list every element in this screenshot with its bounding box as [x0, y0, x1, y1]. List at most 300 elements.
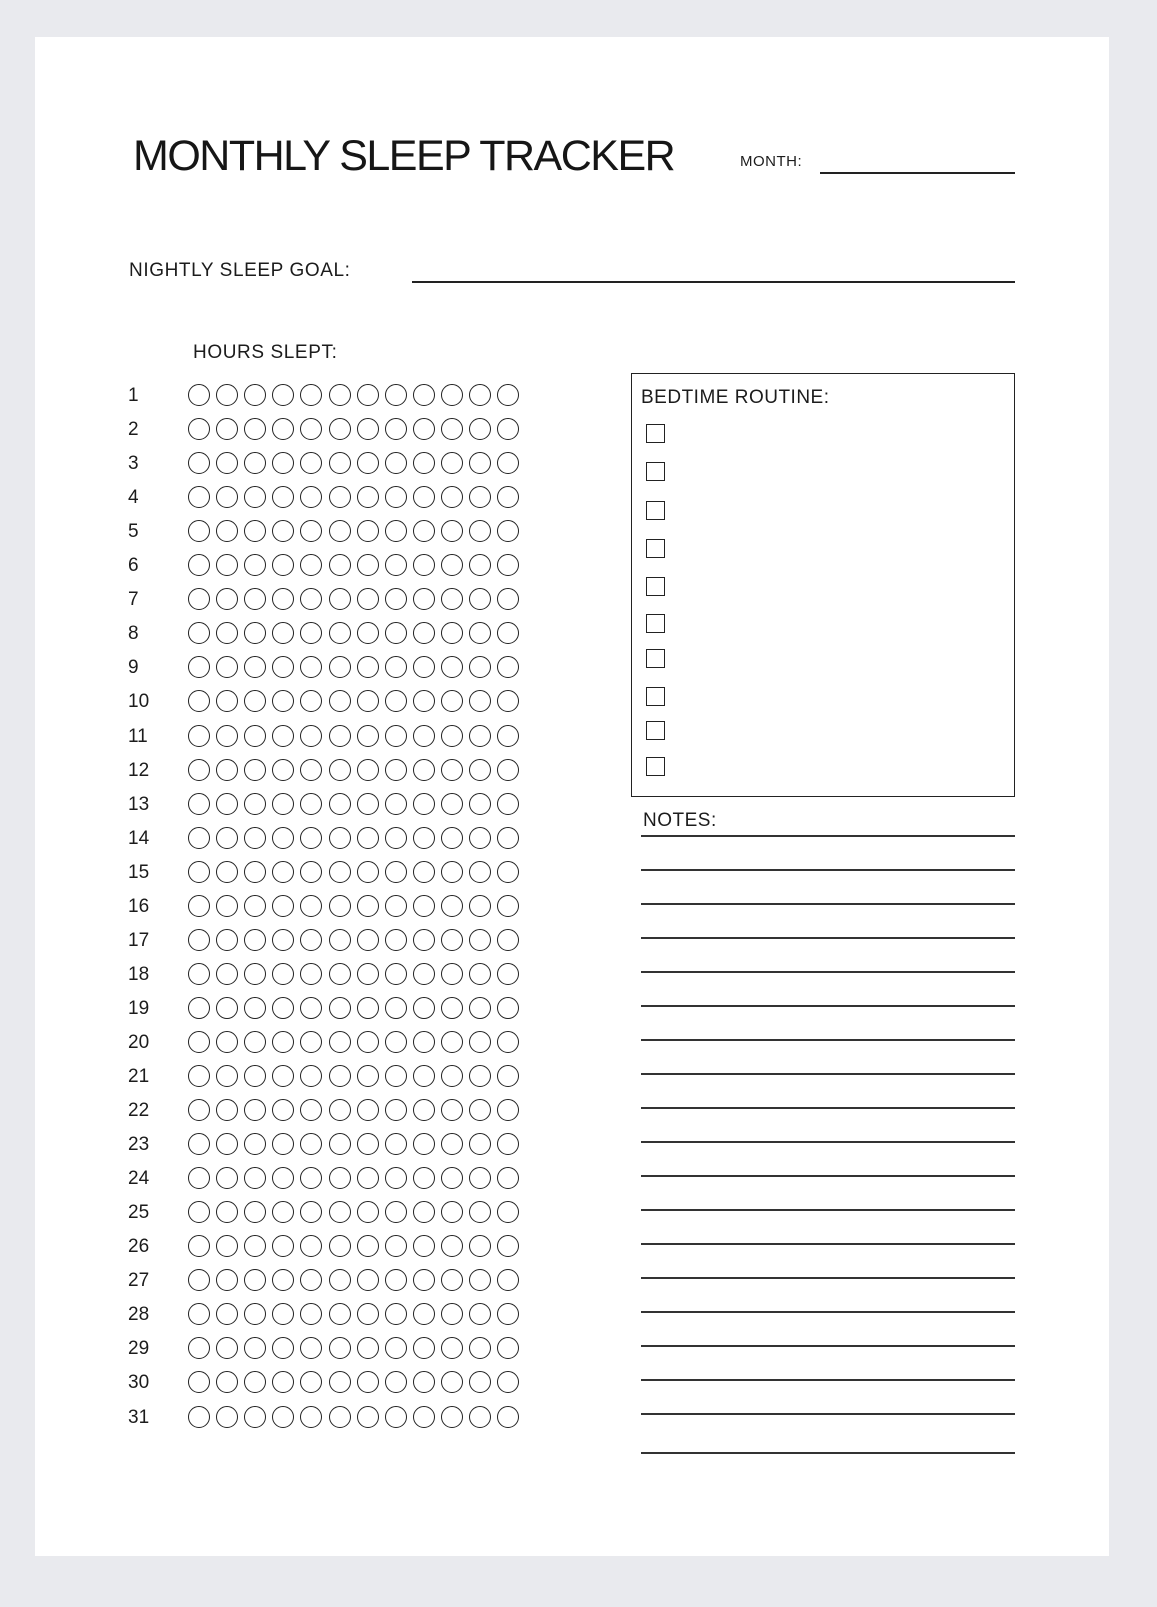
hour-circle[interactable] — [216, 554, 238, 576]
hour-circle[interactable] — [497, 452, 519, 474]
hour-circle[interactable] — [385, 1303, 407, 1325]
hour-circle[interactable] — [441, 384, 463, 406]
hour-circle[interactable] — [216, 1031, 238, 1053]
hour-circle[interactable] — [272, 759, 294, 781]
hour-circle[interactable] — [216, 793, 238, 815]
hour-circle[interactable] — [469, 1303, 491, 1325]
hour-circle[interactable] — [216, 1406, 238, 1428]
hour-circle[interactable] — [188, 1371, 210, 1393]
hour-circle[interactable] — [329, 452, 351, 474]
hour-circle[interactable] — [329, 1099, 351, 1121]
hour-circle[interactable] — [497, 1303, 519, 1325]
hour-circle[interactable] — [329, 520, 351, 542]
hour-circle[interactable] — [300, 418, 322, 440]
hour-circle[interactable] — [357, 1133, 379, 1155]
hour-circle[interactable] — [329, 1235, 351, 1257]
hour-circle[interactable] — [469, 725, 491, 747]
hour-circle[interactable] — [272, 1303, 294, 1325]
hour-circle[interactable] — [385, 384, 407, 406]
hour-circle[interactable] — [329, 1031, 351, 1053]
hour-circle[interactable] — [413, 963, 435, 985]
hour-circle[interactable] — [272, 793, 294, 815]
hour-circle[interactable] — [216, 929, 238, 951]
hour-circle[interactable] — [413, 1201, 435, 1223]
hour-circle[interactable] — [357, 1269, 379, 1291]
hour-circle[interactable] — [272, 895, 294, 917]
hour-circle[interactable] — [497, 486, 519, 508]
hour-circle[interactable] — [300, 725, 322, 747]
hour-circle[interactable] — [469, 1167, 491, 1189]
hour-circle[interactable] — [441, 1167, 463, 1189]
hour-circle[interactable] — [469, 1371, 491, 1393]
hour-circle[interactable] — [300, 486, 322, 508]
hour-circle[interactable] — [272, 997, 294, 1019]
hour-circle[interactable] — [329, 1065, 351, 1087]
hour-circle[interactable] — [188, 690, 210, 712]
hour-circle[interactable] — [300, 1201, 322, 1223]
hour-circle[interactable] — [497, 1371, 519, 1393]
hour-circle[interactable] — [188, 895, 210, 917]
hour-circle[interactable] — [244, 861, 266, 883]
hour-circle[interactable] — [329, 1406, 351, 1428]
hour-circle[interactable] — [300, 759, 322, 781]
hour-circle[interactable] — [497, 963, 519, 985]
hour-circle[interactable] — [216, 690, 238, 712]
hour-circle[interactable] — [329, 1371, 351, 1393]
hour-circle[interactable] — [216, 895, 238, 917]
hour-circle[interactable] — [329, 1201, 351, 1223]
hour-circle[interactable] — [188, 725, 210, 747]
hour-circle[interactable] — [413, 997, 435, 1019]
hour-circle[interactable] — [497, 1099, 519, 1121]
hour-circle[interactable] — [497, 1133, 519, 1155]
hour-circle[interactable] — [329, 963, 351, 985]
hour-circle[interactable] — [272, 963, 294, 985]
hour-circle[interactable] — [188, 656, 210, 678]
hour-circle[interactable] — [469, 384, 491, 406]
hour-circle[interactable] — [441, 929, 463, 951]
routine-checkbox[interactable] — [646, 577, 665, 596]
hour-circle[interactable] — [497, 1201, 519, 1223]
hour-circle[interactable] — [244, 418, 266, 440]
hour-circle[interactable] — [188, 1167, 210, 1189]
hour-circle[interactable] — [357, 861, 379, 883]
hour-circle[interactable] — [357, 1167, 379, 1189]
hour-circle[interactable] — [497, 622, 519, 644]
hour-circle[interactable] — [357, 1065, 379, 1087]
hour-circle[interactable] — [244, 895, 266, 917]
hour-circle[interactable] — [469, 895, 491, 917]
hour-circle[interactable] — [497, 759, 519, 781]
hour-circle[interactable] — [469, 827, 491, 849]
hour-circle[interactable] — [244, 1406, 266, 1428]
hour-circle[interactable] — [413, 861, 435, 883]
hour-circle[interactable] — [413, 1303, 435, 1325]
routine-checkbox[interactable] — [646, 424, 665, 443]
hour-circle[interactable] — [497, 793, 519, 815]
hour-circle[interactable] — [272, 1099, 294, 1121]
hour-circle[interactable] — [272, 554, 294, 576]
notes-line[interactable] — [641, 937, 1015, 939]
hour-circle[interactable] — [244, 929, 266, 951]
hour-circle[interactable] — [272, 1235, 294, 1257]
hour-circle[interactable] — [300, 1406, 322, 1428]
hour-circle[interactable] — [441, 895, 463, 917]
hour-circle[interactable] — [385, 1167, 407, 1189]
hour-circle[interactable] — [357, 1337, 379, 1359]
hour-circle[interactable] — [497, 861, 519, 883]
notes-line[interactable] — [641, 835, 1015, 837]
hour-circle[interactable] — [244, 588, 266, 610]
hour-circle[interactable] — [441, 997, 463, 1019]
hour-circle[interactable] — [413, 1099, 435, 1121]
hour-circle[interactable] — [272, 452, 294, 474]
hour-circle[interactable] — [469, 520, 491, 542]
hour-circle[interactable] — [216, 1167, 238, 1189]
hour-circle[interactable] — [300, 1133, 322, 1155]
hour-circle[interactable] — [357, 520, 379, 542]
hour-circle[interactable] — [357, 1031, 379, 1053]
hour-circle[interactable] — [300, 1269, 322, 1291]
hour-circle[interactable] — [188, 520, 210, 542]
hour-circle[interactable] — [272, 1031, 294, 1053]
hour-circle[interactable] — [188, 588, 210, 610]
hour-circle[interactable] — [469, 1031, 491, 1053]
hour-circle[interactable] — [469, 997, 491, 1019]
hour-circle[interactable] — [469, 1269, 491, 1291]
hour-circle[interactable] — [357, 622, 379, 644]
notes-line[interactable] — [641, 1243, 1015, 1245]
hour-circle[interactable] — [441, 827, 463, 849]
hour-circle[interactable] — [244, 1167, 266, 1189]
hour-circle[interactable] — [497, 1031, 519, 1053]
hour-circle[interactable] — [244, 997, 266, 1019]
hour-circle[interactable] — [216, 1235, 238, 1257]
hour-circle[interactable] — [216, 588, 238, 610]
hour-circle[interactable] — [244, 963, 266, 985]
hour-circle[interactable] — [188, 997, 210, 1019]
hour-circle[interactable] — [216, 861, 238, 883]
hour-circle[interactable] — [272, 1201, 294, 1223]
hour-circle[interactable] — [188, 759, 210, 781]
hour-circle[interactable] — [329, 861, 351, 883]
hour-circle[interactable] — [441, 1303, 463, 1325]
notes-line[interactable] — [641, 869, 1015, 871]
hour-circle[interactable] — [329, 1337, 351, 1359]
hour-circle[interactable] — [188, 418, 210, 440]
hour-circle[interactable] — [441, 520, 463, 542]
hour-circle[interactable] — [497, 690, 519, 712]
hour-circle[interactable] — [188, 929, 210, 951]
hour-circle[interactable] — [413, 452, 435, 474]
hour-circle[interactable] — [357, 963, 379, 985]
hour-circle[interactable] — [329, 759, 351, 781]
hour-circle[interactable] — [385, 929, 407, 951]
hour-circle[interactable] — [244, 827, 266, 849]
hour-circle[interactable] — [357, 725, 379, 747]
hour-circle[interactable] — [329, 1133, 351, 1155]
hour-circle[interactable] — [469, 588, 491, 610]
hour-circle[interactable] — [357, 1201, 379, 1223]
hour-circle[interactable] — [385, 1269, 407, 1291]
hour-circle[interactable] — [469, 929, 491, 951]
hour-circle[interactable] — [385, 1371, 407, 1393]
hour-circle[interactable] — [300, 827, 322, 849]
hour-circle[interactable] — [300, 997, 322, 1019]
hour-circle[interactable] — [272, 486, 294, 508]
hour-circle[interactable] — [497, 656, 519, 678]
hour-circle[interactable] — [385, 1099, 407, 1121]
hour-circle[interactable] — [441, 1133, 463, 1155]
hour-circle[interactable] — [216, 1371, 238, 1393]
hour-circle[interactable] — [188, 793, 210, 815]
hour-circle[interactable] — [469, 963, 491, 985]
notes-line[interactable] — [641, 1141, 1015, 1143]
hour-circle[interactable] — [188, 1031, 210, 1053]
hour-circle[interactable] — [216, 520, 238, 542]
hour-circle[interactable] — [385, 1133, 407, 1155]
hour-circle[interactable] — [244, 1201, 266, 1223]
hour-circle[interactable] — [188, 622, 210, 644]
hour-circle[interactable] — [300, 622, 322, 644]
hour-circle[interactable] — [272, 1269, 294, 1291]
hour-circle[interactable] — [329, 725, 351, 747]
hour-circle[interactable] — [216, 759, 238, 781]
hour-circle[interactable] — [469, 690, 491, 712]
hour-circle[interactable] — [385, 1235, 407, 1257]
hour-circle[interactable] — [216, 622, 238, 644]
hour-circle[interactable] — [188, 1099, 210, 1121]
hour-circle[interactable] — [300, 1371, 322, 1393]
hour-circle[interactable] — [469, 622, 491, 644]
hour-circle[interactable] — [385, 895, 407, 917]
notes-line[interactable] — [641, 1175, 1015, 1177]
hour-circle[interactable] — [357, 384, 379, 406]
hour-circle[interactable] — [469, 1406, 491, 1428]
hour-circle[interactable] — [244, 554, 266, 576]
hour-circle[interactable] — [385, 1065, 407, 1087]
hour-circle[interactable] — [188, 861, 210, 883]
hour-circle[interactable] — [272, 418, 294, 440]
hour-circle[interactable] — [441, 554, 463, 576]
month-field[interactable] — [820, 172, 1015, 174]
hour-circle[interactable] — [300, 1235, 322, 1257]
hour-circle[interactable] — [413, 1269, 435, 1291]
hour-circle[interactable] — [413, 1337, 435, 1359]
hour-circle[interactable] — [188, 1303, 210, 1325]
hour-circle[interactable] — [300, 690, 322, 712]
hour-circle[interactable] — [385, 759, 407, 781]
hour-circle[interactable] — [497, 997, 519, 1019]
hour-circle[interactable] — [441, 588, 463, 610]
hour-circle[interactable] — [469, 656, 491, 678]
hour-circle[interactable] — [188, 1235, 210, 1257]
hour-circle[interactable] — [329, 929, 351, 951]
hour-circle[interactable] — [357, 1406, 379, 1428]
hour-circle[interactable] — [244, 1235, 266, 1257]
hour-circle[interactable] — [413, 622, 435, 644]
hour-circle[interactable] — [244, 1065, 266, 1087]
hour-circle[interactable] — [188, 1337, 210, 1359]
hour-circle[interactable] — [497, 384, 519, 406]
hour-circle[interactable] — [497, 418, 519, 440]
hour-circle[interactable] — [441, 725, 463, 747]
hour-circle[interactable] — [385, 963, 407, 985]
hour-circle[interactable] — [329, 690, 351, 712]
hour-circle[interactable] — [188, 963, 210, 985]
hour-circle[interactable] — [188, 1133, 210, 1155]
hour-circle[interactable] — [272, 929, 294, 951]
hour-circle[interactable] — [329, 384, 351, 406]
hour-circle[interactable] — [441, 418, 463, 440]
hour-circle[interactable] — [329, 1167, 351, 1189]
hour-circle[interactable] — [413, 656, 435, 678]
hour-circle[interactable] — [300, 861, 322, 883]
hour-circle[interactable] — [469, 452, 491, 474]
hour-circle[interactable] — [216, 1133, 238, 1155]
hour-circle[interactable] — [216, 656, 238, 678]
hour-circle[interactable] — [497, 895, 519, 917]
hour-circle[interactable] — [188, 1406, 210, 1428]
hour-circle[interactable] — [441, 963, 463, 985]
hour-circle[interactable] — [329, 418, 351, 440]
hour-circle[interactable] — [469, 1201, 491, 1223]
notes-line[interactable] — [641, 1277, 1015, 1279]
hour-circle[interactable] — [357, 1303, 379, 1325]
hour-circle[interactable] — [385, 1406, 407, 1428]
notes-line[interactable] — [641, 1039, 1015, 1041]
hour-circle[interactable] — [300, 929, 322, 951]
hour-circle[interactable] — [300, 452, 322, 474]
hour-circle[interactable] — [272, 622, 294, 644]
hour-circle[interactable] — [188, 1269, 210, 1291]
hour-circle[interactable] — [413, 1371, 435, 1393]
hour-circle[interactable] — [329, 622, 351, 644]
hour-circle[interactable] — [244, 452, 266, 474]
hour-circle[interactable] — [441, 656, 463, 678]
hour-circle[interactable] — [300, 1099, 322, 1121]
hour-circle[interactable] — [469, 1337, 491, 1359]
hour-circle[interactable] — [441, 690, 463, 712]
hour-circle[interactable] — [469, 554, 491, 576]
hour-circle[interactable] — [469, 486, 491, 508]
hour-circle[interactable] — [441, 759, 463, 781]
routine-checkbox[interactable] — [646, 757, 665, 776]
routine-checkbox[interactable] — [646, 687, 665, 706]
hour-circle[interactable] — [300, 1031, 322, 1053]
hour-circle[interactable] — [469, 1133, 491, 1155]
hour-circle[interactable] — [216, 1065, 238, 1087]
hour-circle[interactable] — [357, 554, 379, 576]
hour-circle[interactable] — [272, 861, 294, 883]
hour-circle[interactable] — [216, 486, 238, 508]
hour-circle[interactable] — [244, 725, 266, 747]
hour-circle[interactable] — [357, 452, 379, 474]
notes-line[interactable] — [641, 1107, 1015, 1109]
hour-circle[interactable] — [413, 1167, 435, 1189]
hour-circle[interactable] — [300, 520, 322, 542]
hour-circle[interactable] — [413, 588, 435, 610]
notes-line[interactable] — [641, 903, 1015, 905]
hour-circle[interactable] — [300, 656, 322, 678]
hour-circle[interactable] — [497, 1406, 519, 1428]
hour-circle[interactable] — [272, 1167, 294, 1189]
hour-circle[interactable] — [385, 588, 407, 610]
hour-circle[interactable] — [216, 1099, 238, 1121]
hour-circle[interactable] — [244, 656, 266, 678]
hour-circle[interactable] — [385, 827, 407, 849]
hour-circle[interactable] — [244, 1031, 266, 1053]
hour-circle[interactable] — [272, 690, 294, 712]
hour-circle[interactable] — [329, 827, 351, 849]
hour-circle[interactable] — [385, 725, 407, 747]
hour-circle[interactable] — [413, 827, 435, 849]
hour-circle[interactable] — [413, 486, 435, 508]
hour-circle[interactable] — [272, 1371, 294, 1393]
hour-circle[interactable] — [441, 486, 463, 508]
routine-checkbox[interactable] — [646, 649, 665, 668]
hour-circle[interactable] — [244, 384, 266, 406]
hour-circle[interactable] — [413, 520, 435, 542]
routine-checkbox[interactable] — [646, 614, 665, 633]
hour-circle[interactable] — [413, 1406, 435, 1428]
hour-circle[interactable] — [329, 895, 351, 917]
hour-circle[interactable] — [385, 1337, 407, 1359]
hour-circle[interactable] — [188, 827, 210, 849]
hour-circle[interactable] — [188, 1201, 210, 1223]
hour-circle[interactable] — [441, 622, 463, 644]
hour-circle[interactable] — [300, 384, 322, 406]
hour-circle[interactable] — [385, 554, 407, 576]
hour-circle[interactable] — [329, 486, 351, 508]
hour-circle[interactable] — [413, 418, 435, 440]
hour-circle[interactable] — [413, 929, 435, 951]
hour-circle[interactable] — [413, 1133, 435, 1155]
hour-circle[interactable] — [357, 1099, 379, 1121]
hour-circle[interactable] — [441, 1031, 463, 1053]
hour-circle[interactable] — [441, 1337, 463, 1359]
hour-circle[interactable] — [441, 1065, 463, 1087]
hour-circle[interactable] — [272, 1406, 294, 1428]
hour-circle[interactable] — [216, 1269, 238, 1291]
hour-circle[interactable] — [300, 1303, 322, 1325]
routine-checkbox[interactable] — [646, 721, 665, 740]
hour-circle[interactable] — [244, 690, 266, 712]
hour-circle[interactable] — [188, 452, 210, 474]
hour-circle[interactable] — [244, 1099, 266, 1121]
hour-circle[interactable] — [357, 1235, 379, 1257]
hour-circle[interactable] — [385, 622, 407, 644]
hour-circle[interactable] — [469, 759, 491, 781]
hour-circle[interactable] — [272, 384, 294, 406]
hour-circle[interactable] — [272, 588, 294, 610]
hour-circle[interactable] — [216, 725, 238, 747]
hour-circle[interactable] — [300, 1065, 322, 1087]
hour-circle[interactable] — [469, 1065, 491, 1087]
routine-checkbox[interactable] — [646, 462, 665, 481]
hour-circle[interactable] — [300, 895, 322, 917]
hour-circle[interactable] — [244, 520, 266, 542]
hour-circle[interactable] — [469, 1235, 491, 1257]
hour-circle[interactable] — [329, 1303, 351, 1325]
hour-circle[interactable] — [413, 1031, 435, 1053]
hour-circle[interactable] — [385, 452, 407, 474]
hour-circle[interactable] — [441, 1406, 463, 1428]
hour-circle[interactable] — [272, 1133, 294, 1155]
hour-circle[interactable] — [300, 1167, 322, 1189]
hour-circle[interactable] — [300, 554, 322, 576]
hour-circle[interactable] — [216, 418, 238, 440]
